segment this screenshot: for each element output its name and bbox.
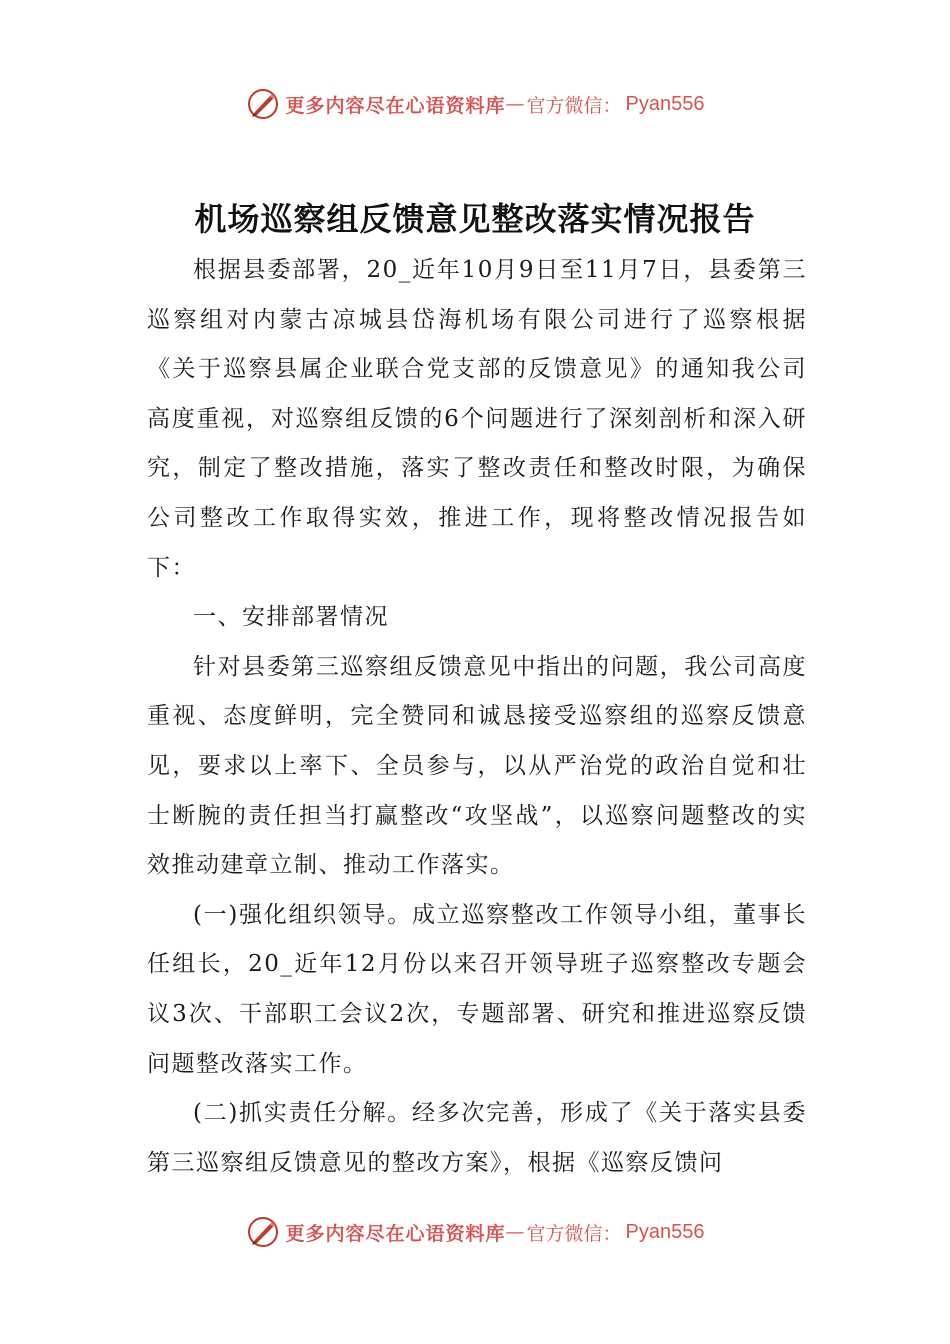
- banner-separator: —: [505, 1221, 525, 1243]
- paragraph: 针对县委第三巡察组反馈意见中指出的问题，我公司高度重视、态度鲜明，完全赞同和诚恳接受巡察组的巡察反馈意见，要求以上率下、全员参与，以从严治党的政治自觉和壮士断腕的责任担当打赢整改“攻坚战”，以巡察问题整改的实效推动建章立制、推动工作落实。: [147, 653, 807, 879]
- pen-logo-icon: [246, 87, 280, 121]
- paragraph: (二)抓实责任分解。经多次完善，形成了《关于落实县委第三巡察组反馈意见的整改方案》，根据《巡察反馈问: [147, 1100, 807, 1176]
- document-title: 机场巡察组反馈意见整改落实情况报告: [194, 200, 756, 238]
- document-body: [147, 246, 807, 1188]
- banner-separator: —: [505, 93, 525, 115]
- section-heading: 一、安排部署情况: [193, 604, 389, 631]
- paragraph: (一)强化组织领导。成立巡察整改工作领导小组，董事长任组长，20_近年12月份以来召开领导班子巡察整改专题会议3次、干部职工会议2次，专题部署、研究和推进巡察反馈问题整改落实工作。: [147, 901, 807, 1077]
- banner-wechat-label: 官方微信：: [526, 1222, 622, 1245]
- banner-wechat-label: 官方微信：: [526, 94, 622, 117]
- banner-wechat-id: Pyan556: [625, 1220, 705, 1243]
- footer-banner: [0, 1212, 950, 1252]
- banner-text: 更多内容尽在心语资料库: [285, 1222, 506, 1245]
- banner-text: 更多内容尽在心语资料库: [285, 94, 506, 117]
- banner-wechat-id: Pyan556: [625, 92, 705, 115]
- pen-logo-icon: [246, 1215, 280, 1249]
- header-banner: [0, 84, 950, 124]
- paragraph-intro: 根据县委部署，20_近年10月9日至11月7日，县委第三巡察组对内蒙古凉城县岱海机场有限公司进行了巡察根据《关于巡察县属企业联合党支部的反馈意见》的通知我公司高度重视，对巡察组反馈的6个问题进行了深刻剖析和深入研究，制定了整改措施，落实了整改责任和整改时限，为确保公司整改工作取得实效，推进工作，现将整改情况报告如下：: [147, 257, 807, 581]
